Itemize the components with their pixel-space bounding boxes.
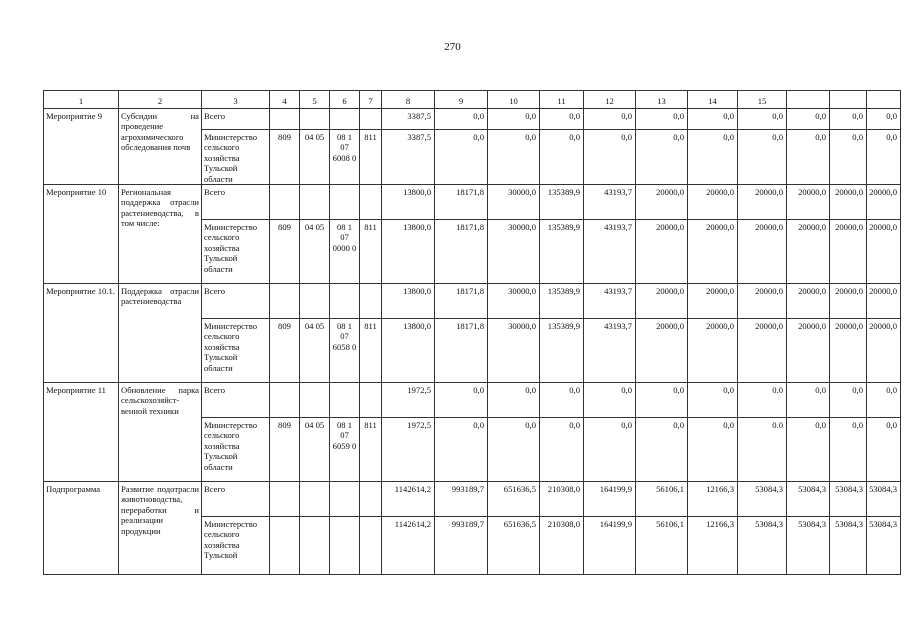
amount-cell: 20000,0 xyxy=(787,319,830,383)
amount-cell: 20000,0 xyxy=(636,284,688,319)
code-cell xyxy=(270,517,300,575)
amount-cell: 20000,0 xyxy=(688,185,738,220)
amount-cell: 0,0 xyxy=(636,383,688,418)
code-cell xyxy=(360,185,382,220)
amount-cell: 13800,0 xyxy=(382,284,435,319)
amount-cell: 0.0 xyxy=(738,418,787,482)
amount-cell: 53084,3 xyxy=(830,517,867,575)
code-cell xyxy=(360,284,382,319)
amount-cell: 20000,0 xyxy=(738,284,787,319)
event-name-cell: Региональная поддержка отрасли растениеводства, в том числе: xyxy=(119,185,202,284)
code-cell xyxy=(300,482,330,517)
amount-cell: 993189,7 xyxy=(435,482,488,517)
code-cell xyxy=(330,383,360,418)
amount-cell: 43193,7 xyxy=(584,319,636,383)
amount-cell: 20000,0 xyxy=(867,284,901,319)
event-name-cell: Обновление парка сельскохозяйст-венной техники xyxy=(119,383,202,482)
code-cell xyxy=(330,185,360,220)
code-cell xyxy=(270,185,300,220)
amount-cell: 0,0 xyxy=(584,130,636,185)
amount-cell: 53084,3 xyxy=(738,517,787,575)
code-cell: 809 xyxy=(270,319,300,383)
column-header: 11 xyxy=(540,91,584,109)
code-cell: 08 1 07 0000 0 xyxy=(330,220,360,284)
executor-cell: Всего xyxy=(202,109,270,130)
page-number: 270 xyxy=(444,41,461,53)
column-header: 8 xyxy=(382,91,435,109)
column-header xyxy=(787,91,830,109)
amount-cell: 20000,0 xyxy=(867,319,901,383)
code-cell xyxy=(300,185,330,220)
column-header xyxy=(867,91,901,109)
column-header: 9 xyxy=(435,91,488,109)
column-header: 3 xyxy=(202,91,270,109)
column-header: 14 xyxy=(688,91,738,109)
amount-cell: 135389,9 xyxy=(540,284,584,319)
amount-cell: 43193,7 xyxy=(584,185,636,220)
amount-cell: 20000,0 xyxy=(738,185,787,220)
code-cell xyxy=(300,383,330,418)
executor-cell: Всего xyxy=(202,284,270,319)
amount-cell: 43193,7 xyxy=(584,284,636,319)
amount-cell: 0,0 xyxy=(867,383,901,418)
amount-cell: 0,0 xyxy=(584,418,636,482)
code-cell xyxy=(270,482,300,517)
amount-cell: 53084,3 xyxy=(830,482,867,517)
amount-cell: 0,0 xyxy=(830,383,867,418)
amount-cell: 0,0 xyxy=(688,418,738,482)
amount-cell: 53084,3 xyxy=(867,517,901,575)
amount-cell: 0,0 xyxy=(738,109,787,130)
code-cell: 04 05 xyxy=(300,220,330,284)
amount-cell: 0,0 xyxy=(787,130,830,185)
code-cell: 08 1 07 6058 0 xyxy=(330,319,360,383)
column-header: 15 xyxy=(738,91,787,109)
column-header xyxy=(830,91,867,109)
amount-cell: 43193,7 xyxy=(584,220,636,284)
executor-cell: Всего xyxy=(202,482,270,517)
amount-cell: 1142614,2 xyxy=(382,482,435,517)
amount-cell: 0,0 xyxy=(488,383,540,418)
code-cell xyxy=(300,284,330,319)
column-header: 10 xyxy=(488,91,540,109)
amount-cell: 20000,0 xyxy=(636,220,688,284)
amount-cell: 0,0 xyxy=(435,383,488,418)
amount-cell: 993189,7 xyxy=(435,517,488,575)
amount-cell: 135389,9 xyxy=(540,319,584,383)
event-cell: Мероприятие 9 xyxy=(44,109,119,185)
amount-cell: 0,0 xyxy=(787,109,830,130)
amount-cell: 53084,3 xyxy=(787,517,830,575)
amount-cell: 20000,0 xyxy=(688,220,738,284)
amount-cell: 20000,0 xyxy=(830,319,867,383)
amount-cell: 20000,0 xyxy=(867,220,901,284)
amount-cell: 53084,3 xyxy=(738,482,787,517)
event-name-cell: Развитие подотрасли животноводства, переработки и реализации продукции xyxy=(119,482,202,575)
code-cell: 04 05 xyxy=(300,418,330,482)
table-row xyxy=(44,284,901,319)
code-cell: 809 xyxy=(270,130,300,185)
amount-cell: 0,0 xyxy=(540,418,584,482)
code-cell xyxy=(330,482,360,517)
amount-cell: 0,0 xyxy=(584,109,636,130)
amount-cell: 20000,0 xyxy=(830,284,867,319)
event-cell: Мероприятие 10.1. xyxy=(44,284,119,383)
code-cell: 04 05 xyxy=(300,130,330,185)
amount-cell: 0,0 xyxy=(540,130,584,185)
code-cell xyxy=(360,109,382,130)
amount-cell: 0,0 xyxy=(584,383,636,418)
amount-cell: 0,0 xyxy=(830,130,867,185)
column-header: 1 xyxy=(44,91,119,109)
amount-cell: 20000,0 xyxy=(636,185,688,220)
amount-cell: 30000,0 xyxy=(488,284,540,319)
code-cell xyxy=(360,482,382,517)
amount-cell: 0.0 xyxy=(738,383,787,418)
amount-cell: 0,0 xyxy=(540,109,584,130)
amount-cell: 0,0 xyxy=(867,130,901,185)
amount-cell: 56106,1 xyxy=(636,482,688,517)
event-cell: Мероприятие 10 xyxy=(44,185,119,284)
amount-cell: 20000,0 xyxy=(867,185,901,220)
amount-cell: 0,0 xyxy=(787,383,830,418)
amount-cell: 0,0 xyxy=(488,418,540,482)
amount-cell: 56106,1 xyxy=(636,517,688,575)
code-cell: 809 xyxy=(270,418,300,482)
amount-cell: 53084,3 xyxy=(787,482,830,517)
amount-cell: 20000,0 xyxy=(738,220,787,284)
column-header: 4 xyxy=(270,91,300,109)
column-header: 13 xyxy=(636,91,688,109)
amount-cell: 0,0 xyxy=(636,109,688,130)
amount-cell: 20000,0 xyxy=(830,185,867,220)
amount-cell: 13800,0 xyxy=(382,220,435,284)
amount-cell: 0,0 xyxy=(688,130,738,185)
amount-cell: 0,0 xyxy=(787,418,830,482)
executor-cell: Министерство сельского хозяйства Тульской области xyxy=(202,130,270,185)
table-row xyxy=(44,109,901,130)
amount-cell: 0,0 xyxy=(435,109,488,130)
amount-cell: 135389,9 xyxy=(540,220,584,284)
amount-cell: 20000,0 xyxy=(688,319,738,383)
amount-cell: 3387,5 xyxy=(382,130,435,185)
executor-cell: Всего xyxy=(202,383,270,418)
code-cell xyxy=(330,109,360,130)
amount-cell: 20000,0 xyxy=(787,284,830,319)
amount-cell: 0,0 xyxy=(867,109,901,130)
amount-cell: 20000,0 xyxy=(787,220,830,284)
amount-cell: 20000,0 xyxy=(738,319,787,383)
amount-cell: 0,0 xyxy=(636,418,688,482)
column-header: 12 xyxy=(584,91,636,109)
executor-cell: Министерство сельского хозяйства Тульской области xyxy=(202,418,270,482)
amount-cell: 13800,0 xyxy=(382,185,435,220)
code-cell: 08 1 07 6059 0 xyxy=(330,418,360,482)
event-name-cell: Субсидии на проведение агрохимического обследования почв xyxy=(119,109,202,185)
amount-cell: 0,0 xyxy=(830,109,867,130)
amount-cell: 1972,5 xyxy=(382,418,435,482)
event-name-cell: Поддержка отрасли растениеводства xyxy=(119,284,202,383)
code-cell xyxy=(330,284,360,319)
executor-cell: Министерство сельского хозяйства Тульской xyxy=(202,517,270,575)
amount-cell: 18171,8 xyxy=(435,185,488,220)
amount-cell: 210308,0 xyxy=(540,517,584,575)
amount-cell: 18171,8 xyxy=(435,284,488,319)
code-cell xyxy=(360,383,382,418)
amount-cell: 0,0 xyxy=(738,130,787,185)
event-cell: Подпрограмма xyxy=(44,482,119,575)
code-cell xyxy=(300,109,330,130)
column-header: 7 xyxy=(360,91,382,109)
amount-cell: 0,0 xyxy=(488,109,540,130)
amount-cell: 20000,0 xyxy=(688,284,738,319)
amount-cell: 0,0 xyxy=(636,130,688,185)
amount-cell: 53084,3 xyxy=(867,482,901,517)
amount-cell: 0,0 xyxy=(688,109,738,130)
amount-cell: 0,0 xyxy=(688,383,738,418)
code-cell xyxy=(270,284,300,319)
amount-cell: 20000,0 xyxy=(830,220,867,284)
amount-cell: 0,0 xyxy=(435,418,488,482)
code-cell: 08 1 07 6008 0 xyxy=(330,130,360,185)
amount-cell: 1142614,2 xyxy=(382,517,435,575)
code-cell xyxy=(270,109,300,130)
amount-cell: 20000,0 xyxy=(787,185,830,220)
code-cell: 04 05 xyxy=(300,319,330,383)
amount-cell: 18171,8 xyxy=(435,319,488,383)
code-cell: 809 xyxy=(270,220,300,284)
amount-cell: 0,0 xyxy=(488,130,540,185)
budget-table xyxy=(43,90,901,575)
amount-cell: 164199,9 xyxy=(584,517,636,575)
code-cell xyxy=(330,517,360,575)
code-cell: 811 xyxy=(360,418,382,482)
amount-cell: 12166,3 xyxy=(688,517,738,575)
column-header: 5 xyxy=(300,91,330,109)
header-row xyxy=(44,91,901,109)
amount-cell: 30000,0 xyxy=(488,185,540,220)
amount-cell: 0,0 xyxy=(540,383,584,418)
executor-cell: Министерство сельского хозяйства Тульской области xyxy=(202,220,270,284)
amount-cell: 0,0 xyxy=(435,130,488,185)
code-cell xyxy=(360,517,382,575)
amount-cell: 20000,0 xyxy=(636,319,688,383)
amount-cell: 3387,5 xyxy=(382,109,435,130)
amount-cell: 18171,8 xyxy=(435,220,488,284)
amount-cell: 651636,5 xyxy=(488,482,540,517)
column-header: 6 xyxy=(330,91,360,109)
amount-cell: 0,0 xyxy=(867,418,901,482)
table-row xyxy=(44,482,901,517)
amount-cell: 13800,0 xyxy=(382,319,435,383)
amount-cell: 651636,5 xyxy=(488,517,540,575)
code-cell: 811 xyxy=(360,319,382,383)
amount-cell: 30000,0 xyxy=(488,319,540,383)
table-row xyxy=(44,185,901,220)
code-cell: 811 xyxy=(360,130,382,185)
code-cell xyxy=(270,383,300,418)
code-cell: 811 xyxy=(360,220,382,284)
executor-cell: Всего xyxy=(202,185,270,220)
column-header: 2 xyxy=(119,91,202,109)
code-cell xyxy=(300,517,330,575)
amount-cell: 1972,5 xyxy=(382,383,435,418)
amount-cell: 30000,0 xyxy=(488,220,540,284)
event-cell: Мероприятие 11 xyxy=(44,383,119,482)
table-row xyxy=(44,383,901,418)
amount-cell: 210308,0 xyxy=(540,482,584,517)
amount-cell: 164199,9 xyxy=(584,482,636,517)
amount-cell: 0,0 xyxy=(830,418,867,482)
amount-cell: 135389,9 xyxy=(540,185,584,220)
amount-cell: 12166,3 xyxy=(688,482,738,517)
executor-cell: Министерство сельского хозяйства Тульской области xyxy=(202,319,270,383)
